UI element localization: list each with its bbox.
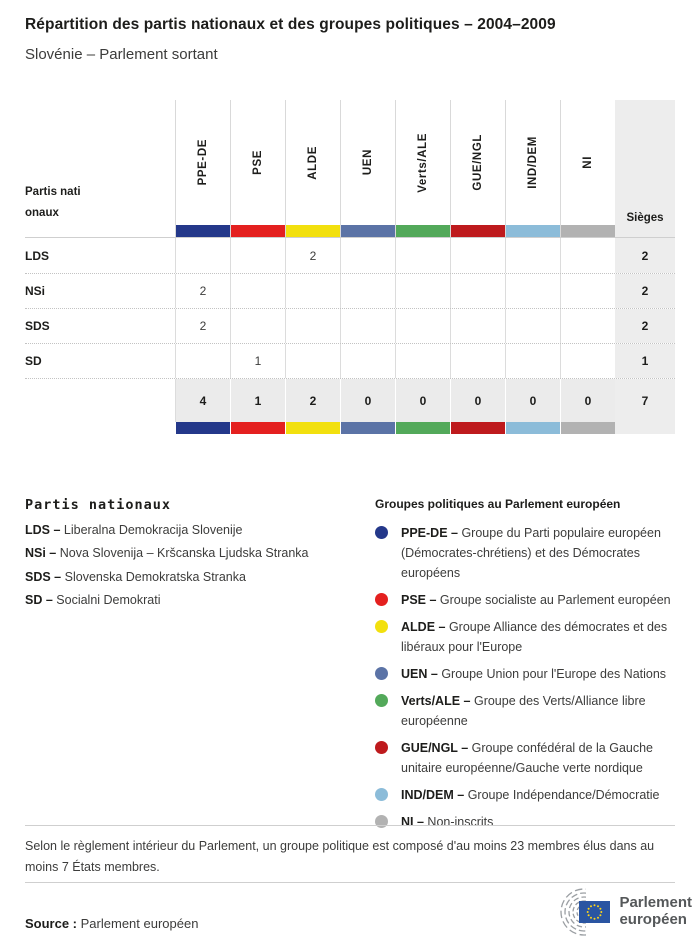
cell-value: 2 [175,309,230,343]
column-header-alde [285,100,340,237]
footnote-text: Selon le règlement intérieur du Parlement, un groupe politique est composé d'au moins 23 membres élus dans au moins 7 États membres. [25,839,655,874]
column-label: IND/DEM [527,136,539,189]
cell-value [450,309,505,343]
group-color-bar [396,225,450,237]
cell-value: 1 [230,344,285,378]
page-subtitle: Slovénie – Parlement sortant [25,46,218,63]
sieges-gray-extension [615,422,675,434]
legend-item-ppe-de: PPE-DE – Groupe du Parti populaire européen (Démocrates-chrétiens) et des Démocrates européens [375,523,675,583]
total-value: 2 [285,379,340,422]
table-row-sd [25,343,675,378]
group-color-bar [230,422,285,434]
group-color-dot [375,593,388,606]
column-label: PPE-DE [197,139,209,186]
group-color-bar [395,422,450,434]
totals-empty-cell [25,379,175,422]
column-header-ppe-de [175,100,230,237]
group-color-bar [560,422,615,434]
party-name: NSi [25,284,46,298]
group-color-bar [286,225,340,237]
total-value: 0 [340,379,395,422]
seats-table [25,100,675,434]
table-row-lds [25,238,675,273]
group-color-bar [506,225,560,237]
table-row-sds [25,308,675,343]
column-label: ALDE [307,145,319,180]
cell-value [230,309,285,343]
total-value: 1 [230,379,285,422]
hemicycle-icon [540,886,610,936]
cell-value [340,238,395,273]
national-parties-legend [25,497,375,839]
legend-item-pse: PSE – Groupe socialiste au Parlement européen [375,590,675,610]
column-label: GUE/NGL [472,134,484,191]
national-parties-legend-title: Partis nationaux [25,497,172,513]
table-body [25,238,675,378]
logo-wordmark: Parlement européen [619,894,692,928]
table-row-nsi [25,273,675,308]
group-color-dot [375,815,388,828]
party-name: SD [25,354,42,368]
cell-value [560,309,615,343]
table-totals-row [25,378,675,422]
table-bottom-color-bars [25,422,675,434]
table-header-row [25,100,675,238]
legend-item-ni: NI – Non-inscrits [375,812,675,832]
sieges-label: Sièges [626,212,664,224]
cell-value [395,344,450,378]
bar-empty-cell [25,422,175,434]
legends-section [25,497,675,839]
sieges-value: 2 [615,309,675,343]
cell-value [560,238,615,273]
column-label: UEN [362,149,374,176]
divider [25,825,675,826]
partis-nationaux-label: Partis nationaux [25,186,81,219]
column-header-sieges [615,100,675,237]
column-label: NI [582,156,594,169]
column-header-verts-ale [395,100,450,237]
sieges-value: 1 [615,344,675,378]
sieges-value: 2 [615,274,675,308]
european-parliament-logo [540,886,692,936]
cell-value [395,309,450,343]
cell-value [285,309,340,343]
total-value: 0 [395,379,450,422]
legend-item-sd: SD – Socialni Demokrati [25,593,161,607]
group-color-bar [451,225,505,237]
total-value: 4 [175,379,230,422]
political-groups-legend-title: Groupes politiques au Parlement européen [375,497,621,511]
group-color-bar [231,225,285,237]
group-color-dot [375,741,388,754]
group-color-bar [341,225,395,237]
cell-value [450,344,505,378]
total-value: 0 [505,379,560,422]
cell-value [285,344,340,378]
legend-item-verts-ale: Verts/ALE – Groupe des Verts/Alliance libre européenne [375,691,675,731]
group-color-bar [175,422,230,434]
cell-value [505,344,560,378]
cell-value [450,238,505,273]
total-value: 0 [450,379,505,422]
cell-value [230,274,285,308]
column-header-pse [230,100,285,237]
group-color-bar [340,422,395,434]
legend-item-gue-ngl: GUE/NGL – Groupe confédéral de la Gauche unitaire européenne/Gauche verte nordique [375,738,675,778]
party-name: LDS [25,248,49,263]
cell-value [340,274,395,308]
sieges-value: 2 [615,238,675,273]
group-color-bar [450,422,505,434]
cell-value [450,274,505,308]
party-name: SDS [25,319,50,333]
column-label: PSE [252,150,264,175]
cell-value [505,238,560,273]
source-line [25,916,198,931]
cell-value [505,274,560,308]
column-header-uen [340,100,395,237]
group-color-bar [285,422,340,434]
cell-value [230,238,285,273]
group-color-bar [176,225,230,237]
legend-item-ind-dem: IND/DEM – Groupe Indépendance/Démocratie [375,785,675,805]
cell-value [395,238,450,273]
cell-value: 2 [285,238,340,273]
cell-value [505,309,560,343]
group-color-dot [375,620,388,633]
legend-item-nsi: NSi – Nova Slovenija – Kršcanska Ljudska Stranka [25,546,309,560]
column-header-gue-ngl [450,100,505,237]
cell-value [285,274,340,308]
legend-item-sds: SDS – Slovenska Demokratska Stranka [25,569,246,584]
legend-item-uen: UEN – Groupe Union pour l'Europe des Nations [375,664,675,684]
source-value: Parlement européen [80,916,199,931]
cell-value [560,344,615,378]
cell-value [395,274,450,308]
cell-value [340,344,395,378]
group-color-dot [375,526,388,539]
header-cell-partis-nationaux [25,100,175,237]
column-label: Verts/ALE [417,132,429,193]
total-sieges-value: 7 [615,379,675,422]
column-header-ind-dem [505,100,560,237]
group-color-dot [375,788,388,801]
source-label: Source : [25,916,78,931]
group-color-bar [561,225,615,237]
column-header-ni [560,100,615,237]
cell-value [340,309,395,343]
group-color-dot [375,667,388,680]
legend-item-alde: ALDE – Groupe Alliance des démocrates et des libéraux pour l'Europe [375,617,675,657]
cell-value [560,274,615,308]
cell-value [175,238,230,273]
political-groups-legend [375,497,675,839]
divider [25,882,675,883]
total-value: 0 [560,379,615,422]
cell-value [175,344,230,378]
page-title: Répartition des partis nationaux et des groupes politiques – 2004–2009 [25,16,556,33]
group-color-bar [505,422,560,434]
group-color-dot [375,694,388,707]
legend-item-lds: LDS – Liberalna Demokracija Slovenije [25,522,243,537]
cell-value: 2 [175,274,230,308]
